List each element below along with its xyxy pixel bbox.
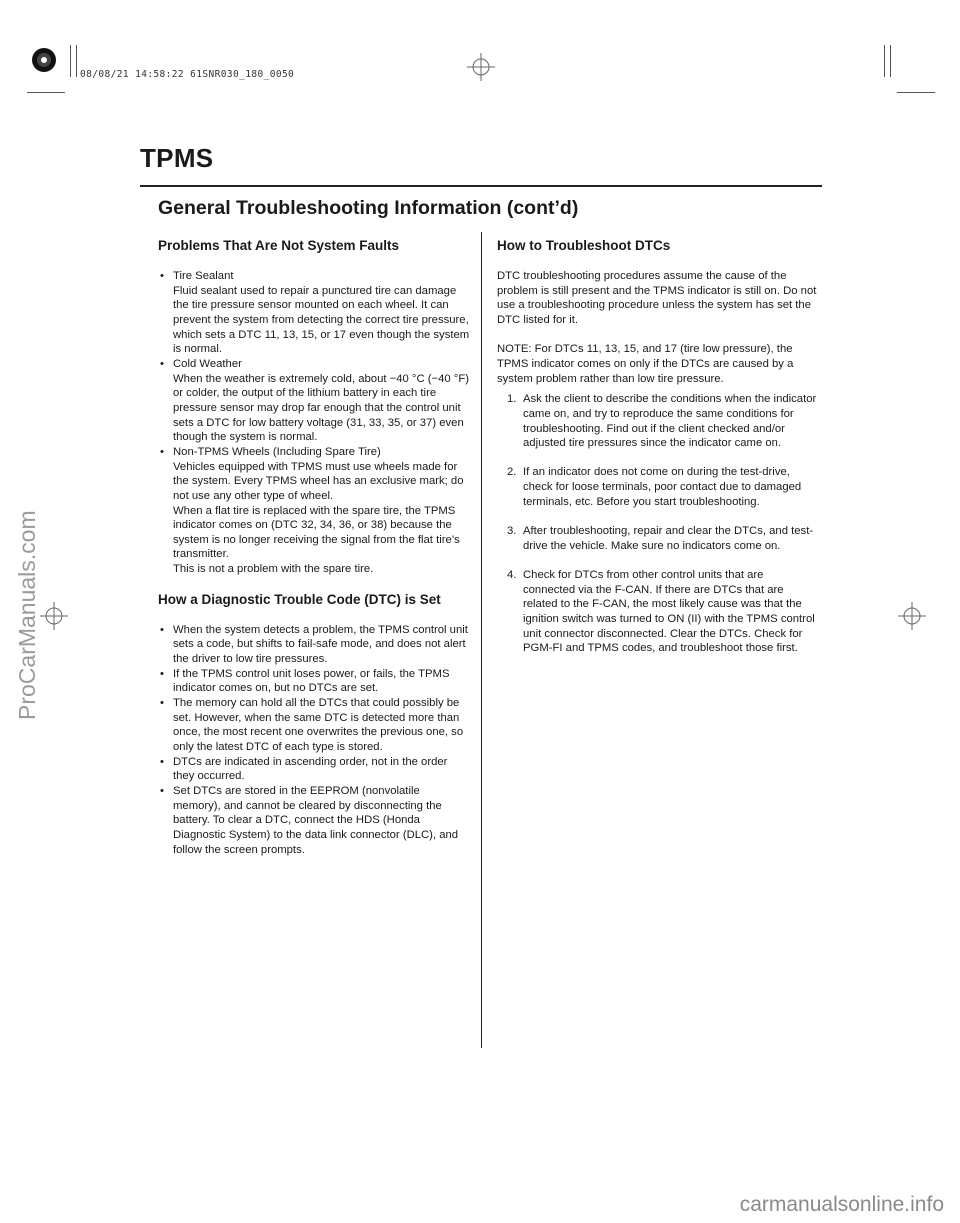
right-column: [497, 237, 817, 656]
column-divider: [481, 232, 482, 1048]
list-item: [507, 568, 817, 656]
list-item: • If the TPMS control unit loses power, or fails, the TPMS indicator comes on, but no DTCs are set.: [158, 667, 470, 696]
crop-mark: [884, 45, 885, 77]
list-item: [158, 269, 470, 357]
step-text: If an indicator does not come on during the test-drive, check for loose terminals, poor contact due to damaged terminals, etc. Before you start troubleshooting.: [523, 466, 802, 508]
page-subtitle: General Troubleshooting Information (cont’d): [158, 197, 579, 219]
header-rule: [140, 185, 822, 187]
step-text: Check for DTCs from other control units that are connected via the F-CAN. If there are DTCs that are related to the F-CAN, the most likely cause was that the ignition switch was turned to ON (II) with the TPMS control unit connector disconnected. Clear the DTCs. Check for PGM-FI and TPMS codes, and troubleshoot those first.: [523, 568, 815, 655]
step-number: 3.: [507, 524, 517, 537]
item-body: When the weather is extremely cold, about −40 °C (−40 °F) or colder, the output of the lithium battery in each tire pressure sensor may drop far enough that the control unit sets a DTC for low battery voltage (31, 33, 35, or 37) even though the system is normal.: [173, 372, 469, 444]
item-heading: • Tire Sealant: [173, 270, 234, 282]
intro-paragraph: DTC troubleshooting procedures assume the cause of the problem is still present and the TPMS indicator is still on. Do not use a troubleshooting procedure unless the system has set the DTC listed for it.: [497, 270, 817, 326]
crosshair-icon: [898, 602, 926, 630]
item-heading: • Non-TPMS Wheels (Including Spare Tire): [173, 445, 381, 458]
note-paragraph: NOTE: For DTCs 11, 13, 15, and 17 (tire low pressure), the TPMS indicator comes on only if the DTCs are caused by a system problem rather than low tire pressure.: [497, 343, 794, 385]
list-item: [507, 465, 817, 509]
section-title: TPMS: [140, 143, 214, 173]
crop-mark: [27, 92, 65, 93]
crop-mark: [890, 45, 891, 77]
list-item: • Set DTCs are stored in the EEPROM (nonvolatile memory), and cannot be cleared by disconnecting the battery. To clear a DTC, connect the HDS (Honda Diagnostic System) to the data link connector (DLC), and follow the screen prompts.: [158, 784, 470, 857]
step-text: Ask the client to describe the conditions when the indicator came on, and try to reproduce the same conditions for troubleshooting. Find out if the client checked and/or adjusted tire pressures since the indicator came on.: [523, 393, 817, 450]
crosshair-icon: [467, 53, 495, 81]
faults-list: [158, 269, 470, 577]
list-item: [158, 445, 470, 577]
list-item: • The memory can hold all the DTCs that could possibly be set. However, when the same DTC is detected more than once, the most recent one overwrites the previous one, so only the latest DTC of each type is stored.: [158, 696, 470, 755]
item-heading: • Cold Weather: [173, 357, 242, 370]
dtc-set-list: [158, 623, 470, 858]
item-body: Fluid sealant used to repair a punctured tire can damage the tire pressure sensor mounted on each wheel. It can prevent the system from detecting the correct tire pressure, which sets a DTC 11, 13, 15, or 17 even though the system is normal.: [173, 284, 470, 356]
step-number: 4.: [507, 568, 517, 581]
crop-mark: [76, 45, 77, 77]
item-body: Vehicles equipped with TPMS must use wheels made for the system. Every TPMS wheel has an exclusive mark; do not use any other type of wheel.: [173, 460, 464, 502]
crop-mark: [897, 92, 935, 93]
step-text: After troubleshooting, repair and clear the DTCs, and test-drive the vehicle. Make sure no indicators come on.: [523, 524, 814, 552]
print-stamp: 08/08/21 14:58:22 61SNR030_180_0050: [80, 69, 295, 80]
list-item: • DTCs are indicated in ascending order, not in the order they occurred.: [158, 755, 470, 784]
list-item: [507, 392, 817, 451]
item-body: When a flat tire is replaced with the spare tire, the TPMS indicator comes on (DTC 32, 34, 36, or 38) because the system is no longer receiving the signal from the flat tire’s transmitter.: [173, 504, 460, 561]
registration-mark-icon: [31, 47, 57, 73]
list-item: [158, 357, 470, 445]
crop-mark: [70, 45, 71, 77]
list-item: [507, 524, 817, 553]
heading-not-system-faults: Problems That Are Not System Faults: [158, 238, 400, 253]
list-item: • When the system detects a problem, the TPMS control unit sets a code, but shifts to fail-safe mode, and does not alert the driver to low tire pressures.: [158, 623, 470, 667]
side-watermark: ProCarManuals.com: [14, 510, 40, 720]
item-body: This is not a problem with the spare tire.: [173, 563, 374, 576]
heading-dtc-set: How a Diagnostic Trouble Code (DTC) is Set: [158, 591, 441, 607]
left-column: [158, 237, 470, 857]
troubleshooting-steps: [497, 392, 817, 656]
step-number: 2.: [507, 466, 517, 479]
bottom-watermark: carmanualsonline.info: [739, 1193, 944, 1216]
step-number: 1.: [507, 393, 517, 406]
heading-troubleshoot-dtcs: How to Troubleshoot DTCs: [497, 238, 671, 253]
